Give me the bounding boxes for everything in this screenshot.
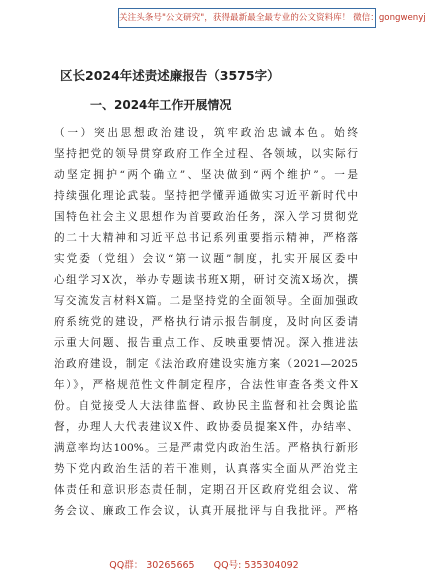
- body-line: 坚持把党的领导贯穿政府工作全过程、各领域，以实际行: [54, 148, 358, 160]
- promo-banner[interactable]: 关注头条号"公文研究"，获得最新最全最专业的公文资料库！ 微信：gongwenyj: [118, 8, 376, 28]
- contact-footer: [0, 557, 408, 571]
- document-title: 区长2024年述责述廉报告（3575字）: [60, 68, 280, 83]
- qq-number-text: QQ号: 535304092: [213, 560, 299, 571]
- body-line: 治政府建设，制定《法治政府建设实施方案（2021—2025: [54, 358, 358, 370]
- body-line: 持续强化理论武装。坚持把学懂弄通做实习近平新时代中: [54, 190, 358, 202]
- body-line: 体责任和意识形态责任制，定期召开区政府党组会议、常: [54, 484, 358, 496]
- body-line: 心组学习X次，举办专题读书班X期，研讨交流X场次，撰: [54, 274, 358, 286]
- body-line: 国特色社会主义思想作为首要政治任务，深入学习贯彻党: [54, 211, 358, 223]
- body-line: 满意率均达100%。三是严肃党内政治生活。严格执行新形: [54, 442, 358, 454]
- body-line: 务会议、廉政工作会议，认真开展批评与自我批评。严格: [54, 505, 358, 517]
- body-line: 实党委（党组）会议“第一议题”制度，扎实开展区委中: [54, 253, 358, 265]
- body-line: 份。自觉接受人大法律监督、政协民主监督和社会舆论监: [54, 400, 358, 412]
- body-line: 势下党内政治生活的若干准则，认真落实全面从严治党主: [54, 463, 358, 475]
- body-line: 示重大问题、报告重点工作、反映重要情况。深入推进法: [54, 337, 358, 349]
- body-line: 府系统党的建设，严格执行请示报告制度，及时向区委请: [54, 316, 358, 328]
- body-line: 动坚定拥护“两个确立”、坚决做到“两个维护”。一是: [54, 169, 358, 181]
- body-line: 的二十大精神和习近平总书记系列重要指示精神，严格落: [54, 232, 358, 244]
- qq-group-text: QQ群： 30265665: [109, 560, 195, 571]
- body-line: 写交流发言材料X篇。二是坚持党的全面领导。全面加强政: [54, 295, 358, 307]
- body-line: 督，办理人大代表建议X件、政协委员提案X件，办结率、: [54, 421, 358, 433]
- body-line: 年）》，严格规范性文件制定程序，合法性审查各类文件X: [54, 379, 358, 391]
- body-line: （一）突出思想政治建设，筑牢政治忠诚本色。始终: [54, 127, 358, 139]
- body-text: [54, 123, 358, 522]
- section-heading: 一、2024年工作开展情况: [90, 98, 232, 112]
